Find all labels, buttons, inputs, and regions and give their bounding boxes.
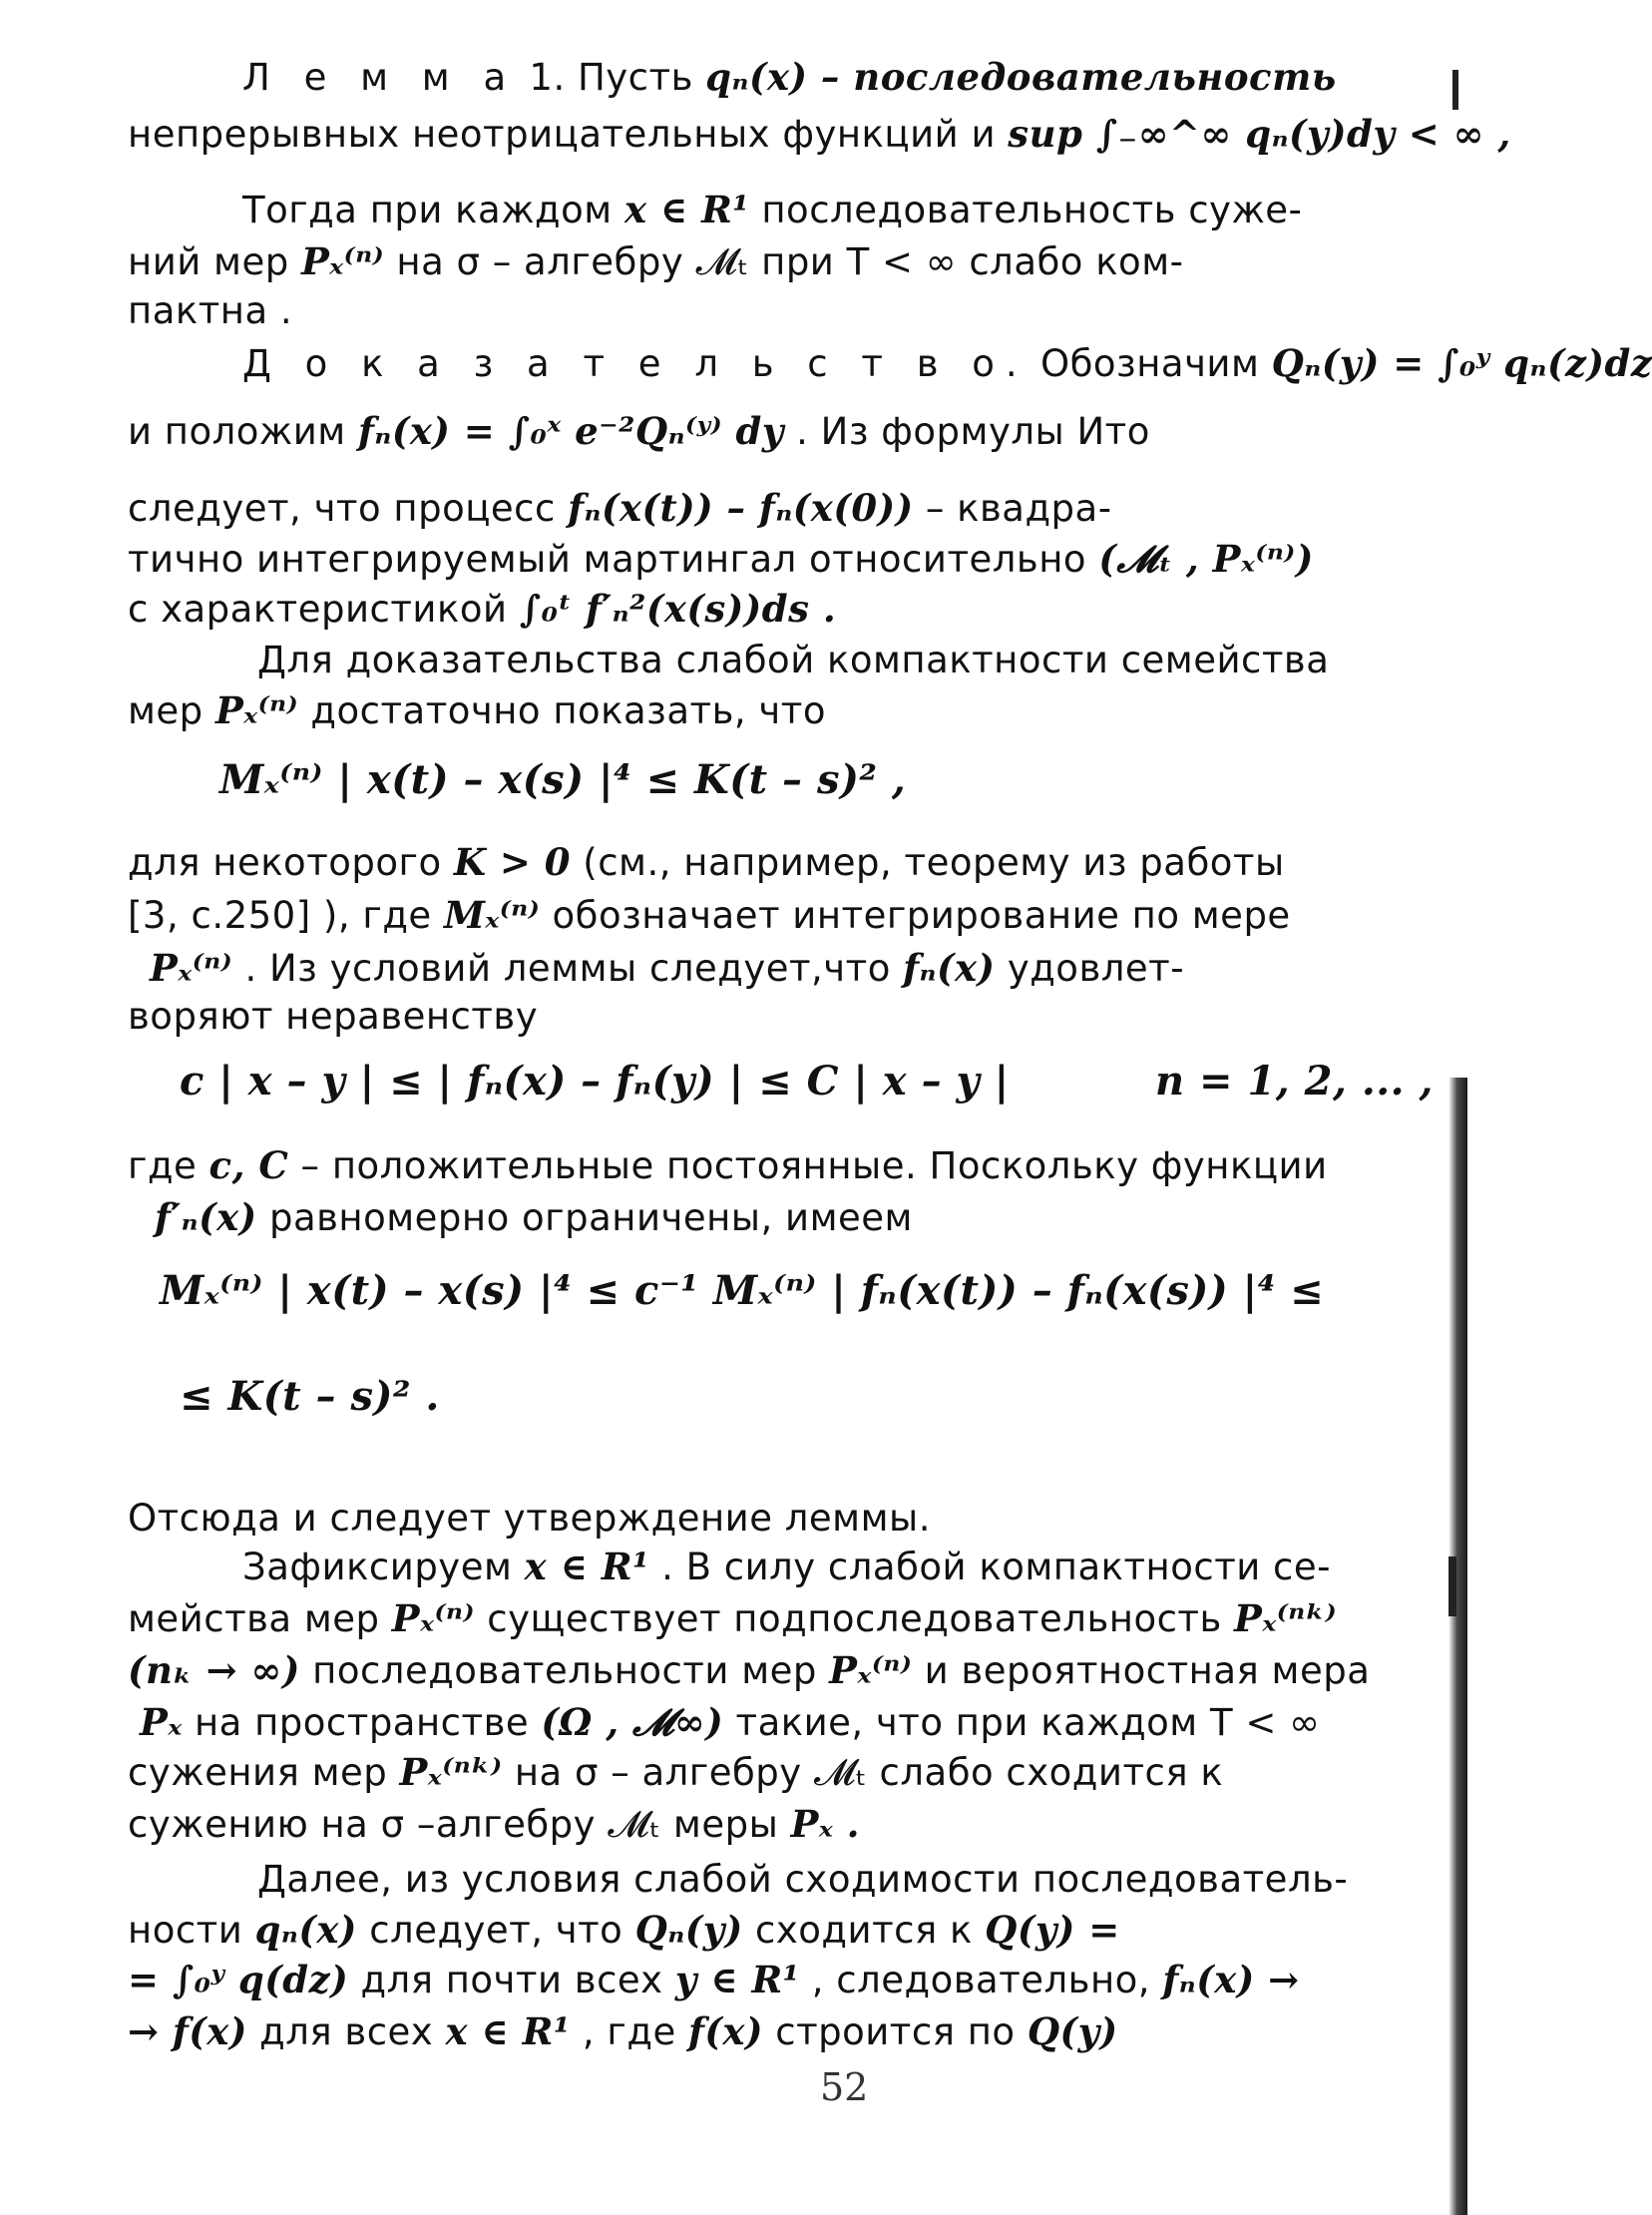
scan-edge-speck xyxy=(1448,1556,1456,1616)
text-line: = ∫₀ʸ q(dz) для почти всех y ∈ R¹ , следовательно, fₙ(x) → xyxy=(128,1958,1300,2001)
display-formula: Mₓ⁽ⁿ⁾ | x(t) – x(s) |⁴ ≤ c⁻¹ Mₓ⁽ⁿ⁾ | fₙ(x(t)) – fₙ(x(s)) |⁴ ≤ xyxy=(160,1267,1325,1314)
text-line: ний мер Pₓ⁽ⁿ⁾ на σ – алгебру 𝓜ₜ при T < ∞ слабо ком- xyxy=(128,239,1184,283)
display-formula: ≤ K(t – s)² . xyxy=(180,1373,440,1420)
text-line: с характеристикой ∫₀ᵗ f′ₙ²(x(s))ds . xyxy=(128,587,837,631)
scan-edge-speck xyxy=(1452,70,1458,110)
text-line: [3, с.250] ), где Mₓ⁽ⁿ⁾ обозначает интегрирование по мере xyxy=(128,893,1291,937)
page-number: 52 xyxy=(820,2065,869,2109)
formula-index-range: n = 1, 2, ... , xyxy=(1155,1058,1434,1105)
text-line: f′ₙ(x) равномерно ограничены, имеем xyxy=(155,1195,913,1239)
text-line: сужению на σ –алгебру 𝓜ₜ меры Pₓ . xyxy=(128,1802,861,1846)
text-line: Тогда при каждом x ∈ R¹ последовательность суже- xyxy=(242,188,1303,231)
display-formula: Mₓ⁽ⁿ⁾ | x(t) – x(s) |⁴ ≤ K(t – s)² , xyxy=(219,756,907,803)
text-line: воряют неравенству xyxy=(128,995,539,1038)
text-line: следует, что процесс fₙ(x(t)) – fₙ(x(0)) – квадра- xyxy=(128,486,1112,530)
text-line: где c, C – положительные постоянные. Поскольку функции xyxy=(128,1143,1328,1187)
text-line: сужения мер Pₓ⁽ⁿᵏ⁾ на σ – алгебру 𝓜ₜ слабо сходится к xyxy=(128,1750,1224,1794)
text-line: → f(x) для всех x ∈ R¹ , где f(x) строится по Q(y) xyxy=(128,2009,1118,2053)
text-line: Далее, из условия слабой сходимости последователь- xyxy=(257,1858,1349,1901)
text-line: пактна . xyxy=(128,289,293,332)
text-line: мер Pₓ⁽ⁿ⁾ достаточно показать, что xyxy=(128,688,826,732)
text-line: тично интегрируемый мартингал относительно (𝓜ₜ , Pₓ⁽ⁿ⁾) xyxy=(128,537,1314,581)
text-line: Pₓ⁽ⁿ⁾ . Из условий леммы следует,что fₙ(x) удовлет- xyxy=(150,946,1185,990)
text-line: Pₓ на пространстве (Ω , 𝓜∞) такие, что при каждом T < ∞ xyxy=(140,1700,1321,1744)
text-line: непрерывных неотрицательных функций и sup ∫₋∞^∞ qₙ(y)dy < ∞ , xyxy=(128,112,1511,156)
scan-edge-shadow xyxy=(1448,1078,1467,2215)
text-line: и положим fₙ(x) = ∫₀ˣ e⁻²Qₙ⁽ʸ⁾ dy . Из формулы Ито xyxy=(128,409,1150,453)
text-line: для некоторого K > 0 (см., например, теорему из работы xyxy=(128,840,1285,884)
proof-word: Д о к а з а т е л ь с т в о. xyxy=(242,342,1029,385)
text-line: (nₖ → ∞) последовательности мер Pₓ⁽ⁿ⁾ и вероятностная мера xyxy=(128,1648,1371,1692)
display-formula: c | x – y | ≤ | fₙ(x) – fₙ(y) | ≤ C | x – y | xyxy=(180,1058,1010,1105)
text-line: ности qₙ(x) следует, что Qₙ(y) сходится к Q(y) = xyxy=(128,1908,1120,1952)
lemma-heading-line: Л е м м а 1. Пусть qₙ(x) – последовательность xyxy=(242,55,1337,99)
proof-heading-line: Д о к а з а т е л ь с т в о. Обозначим Qₙ(y) = ∫₀ʸ qₙ(z)dz xyxy=(242,341,1652,385)
text-line: Зафиксируем x ∈ R¹ . В силу слабой компактности се- xyxy=(242,1545,1332,1588)
formula-sup-integral: sup ∫₋∞^∞ qₙ(y)dy < ∞ , xyxy=(1008,112,1511,156)
lemma-word: Л е м м а xyxy=(242,56,518,99)
text-line: Для доказательства слабой компактности семейства xyxy=(257,639,1330,681)
text-line: мейства мер Pₓ⁽ⁿ⁾ существует подпоследовательность Pₓ⁽ⁿᵏ⁾ xyxy=(128,1596,1338,1640)
text-line: Отсюда и следует утверждение леммы. xyxy=(128,1497,931,1540)
